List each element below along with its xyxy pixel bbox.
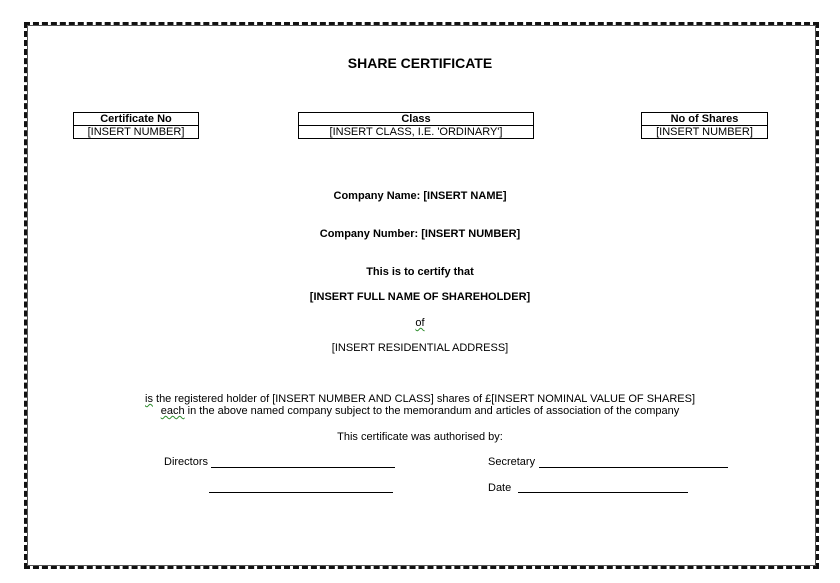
directors-label: Directors xyxy=(164,456,209,468)
certificate-title: SHARE CERTIFICATE xyxy=(347,55,493,71)
director-signature-line-2 xyxy=(209,492,393,493)
holder-line-1 xyxy=(0,393,840,405)
director-signature-line-1 xyxy=(211,467,395,468)
secretary-label: Secretary xyxy=(488,456,536,468)
class-header: Class xyxy=(299,113,533,126)
no-of-shares-box xyxy=(641,112,768,139)
residential-address: [INSERT RESIDENTIAL ADDRESS] xyxy=(331,342,509,354)
of-text xyxy=(0,317,840,329)
holder-line-2-text: in the above named company subject to the memorandum and articles of association of the company xyxy=(184,405,680,417)
holder-line-1-text: the registered holder of [INSERT NUMBER AND CLASS] shares of £[INSERT NOMINAL VALUE OF SHARES] xyxy=(152,393,695,405)
class-value: [INSERT CLASS, I.E. 'ORDINARY'] xyxy=(329,126,503,138)
shareholder-name: [INSERT FULL NAME OF SHAREHOLDER] xyxy=(309,291,531,303)
authorised-by: This certificate was authorised by: xyxy=(337,431,503,443)
certificate-no-header: Certificate No xyxy=(74,113,198,126)
of-word: of xyxy=(415,317,425,329)
date-label: Date xyxy=(488,482,512,494)
holder-line-1-word: is xyxy=(145,393,153,405)
no-of-shares-value: [INSERT NUMBER] xyxy=(656,126,753,138)
certify-text: This is to certify that xyxy=(366,266,474,278)
certificate-no-box xyxy=(73,112,199,139)
holder-line-2-word: each xyxy=(160,405,185,417)
no-of-shares-header: No of Shares xyxy=(642,113,767,126)
class-box xyxy=(298,112,534,139)
secretary-signature-line xyxy=(539,467,728,468)
company-number: Company Number: [INSERT NUMBER] xyxy=(319,228,521,240)
certificate-no-value: [INSERT NUMBER] xyxy=(87,126,185,138)
holder-line-2 xyxy=(0,405,840,417)
company-name: Company Name: [INSERT NAME] xyxy=(333,190,507,202)
date-line xyxy=(518,492,688,493)
